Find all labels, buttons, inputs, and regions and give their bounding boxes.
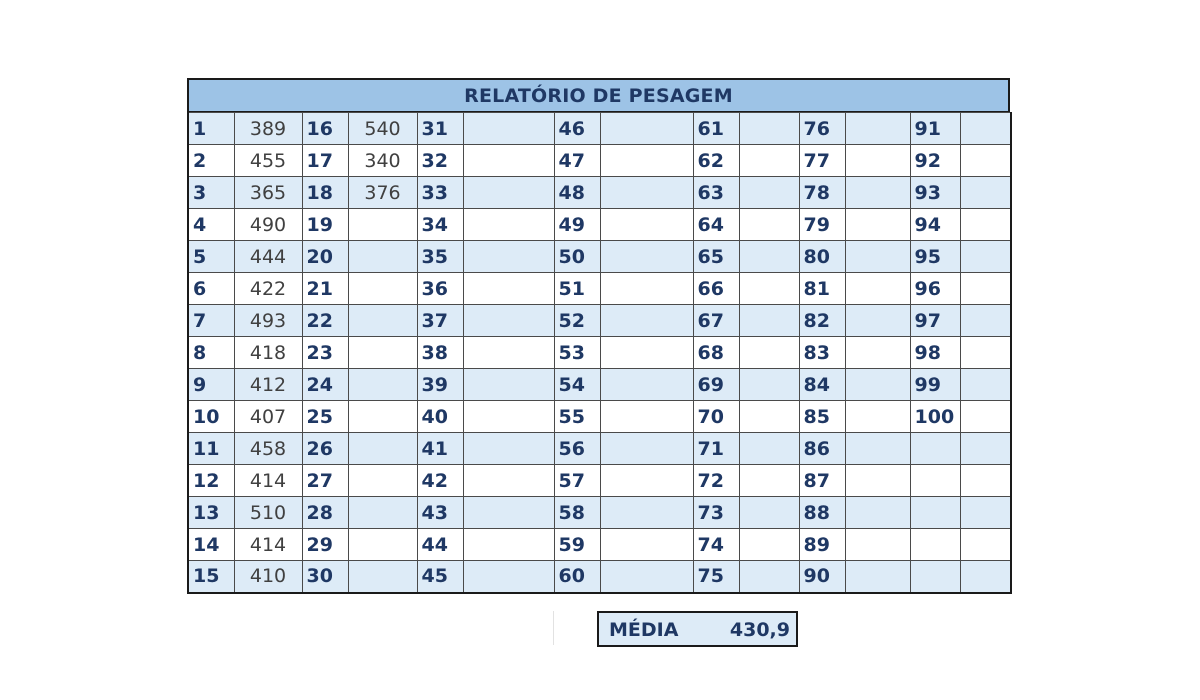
- table-row: [188, 497, 1011, 529]
- table-row: [188, 465, 1011, 497]
- weight-value-cell[interactable]: [960, 177, 1011, 209]
- sample-number-cell[interactable]: 50: [554, 241, 600, 273]
- sample-number-cell[interactable]: 14: [188, 529, 234, 561]
- weight-value-cell[interactable]: [348, 497, 417, 529]
- sample-number-cell[interactable]: 89: [799, 529, 845, 561]
- sample-number-cell[interactable]: 93: [910, 177, 960, 209]
- weight-value-cell[interactable]: [600, 241, 693, 273]
- weight-value-cell[interactable]: 414: [234, 529, 302, 561]
- sample-number-cell[interactable]: 43: [417, 497, 463, 529]
- weight-value-cell[interactable]: [739, 433, 799, 465]
- weight-value-cell[interactable]: [960, 209, 1011, 241]
- weight-value-cell[interactable]: [845, 529, 910, 561]
- weight-value-cell[interactable]: [960, 273, 1011, 305]
- sample-number-cell[interactable]: 60: [554, 561, 600, 593]
- weight-value-cell[interactable]: [739, 561, 799, 593]
- weight-value-cell[interactable]: [960, 401, 1011, 433]
- sample-number-cell[interactable]: 68: [693, 337, 739, 369]
- sample-number-cell[interactable]: 99: [910, 369, 960, 401]
- sample-number-cell[interactable]: 96: [910, 273, 960, 305]
- weight-value-cell[interactable]: [348, 305, 417, 337]
- sample-number-cell[interactable]: 98: [910, 337, 960, 369]
- weight-value-cell[interactable]: [845, 241, 910, 273]
- sample-number-cell[interactable]: 94: [910, 209, 960, 241]
- sample-number-cell[interactable]: 77: [799, 145, 845, 177]
- sample-number-cell[interactable]: 3: [188, 177, 234, 209]
- weight-value-cell[interactable]: [739, 209, 799, 241]
- weight-value-cell[interactable]: 340: [348, 145, 417, 177]
- sample-number-cell[interactable]: 86: [799, 433, 845, 465]
- sample-number-cell[interactable]: 36: [417, 273, 463, 305]
- table-row: [188, 529, 1011, 561]
- sample-number-cell[interactable]: 87: [799, 465, 845, 497]
- sample-number-cell[interactable]: 42: [417, 465, 463, 497]
- sample-number-cell[interactable]: 66: [693, 273, 739, 305]
- table-row: [188, 433, 1011, 465]
- weight-value-cell[interactable]: [463, 209, 554, 241]
- sample-number-cell[interactable]: 83: [799, 337, 845, 369]
- sample-number-cell[interactable]: [910, 561, 960, 593]
- sample-number-cell[interactable]: 8: [188, 337, 234, 369]
- weight-value-cell[interactable]: [960, 305, 1011, 337]
- weight-value-cell[interactable]: 422: [234, 273, 302, 305]
- table-row: [188, 273, 1011, 305]
- weight-value-cell[interactable]: [739, 177, 799, 209]
- weight-value-cell[interactable]: [463, 369, 554, 401]
- sample-number-cell[interactable]: 1: [188, 113, 234, 145]
- weight-value-cell[interactable]: [600, 529, 693, 561]
- weight-value-cell[interactable]: [739, 497, 799, 529]
- sample-number-cell[interactable]: 18: [302, 177, 348, 209]
- weight-value-cell[interactable]: [348, 209, 417, 241]
- weight-value-cell[interactable]: 493: [234, 305, 302, 337]
- sample-number-cell[interactable]: 97: [910, 305, 960, 337]
- weight-value-cell[interactable]: [463, 337, 554, 369]
- sample-number-cell[interactable]: 72: [693, 465, 739, 497]
- weight-value-cell[interactable]: [845, 497, 910, 529]
- sample-number-cell[interactable]: 5: [188, 241, 234, 273]
- weight-value-cell[interactable]: [739, 145, 799, 177]
- weight-value-cell[interactable]: 376: [348, 177, 417, 209]
- table-row: [188, 369, 1011, 401]
- average-box: [597, 611, 798, 647]
- sample-number-cell[interactable]: 95: [910, 241, 960, 273]
- sample-number-cell[interactable]: 79: [799, 209, 845, 241]
- sample-number-cell[interactable]: 91: [910, 113, 960, 145]
- sample-number-cell[interactable]: 4: [188, 209, 234, 241]
- sample-number-cell[interactable]: 78: [799, 177, 845, 209]
- sample-number-cell[interactable]: 41: [417, 433, 463, 465]
- table-row: [188, 209, 1011, 241]
- sample-number-cell[interactable]: 12: [188, 465, 234, 497]
- weight-value-cell[interactable]: 412: [234, 369, 302, 401]
- average-label: MÉDIA: [609, 619, 679, 641]
- weight-value-cell[interactable]: [463, 465, 554, 497]
- sample-number-cell[interactable]: 56: [554, 433, 600, 465]
- table-row: [188, 177, 1011, 209]
- sample-number-cell[interactable]: 62: [693, 145, 739, 177]
- weight-value-cell[interactable]: 540: [348, 113, 417, 145]
- weight-value-cell[interactable]: [739, 241, 799, 273]
- weight-value-cell[interactable]: [845, 177, 910, 209]
- weight-value-cell[interactable]: 455: [234, 145, 302, 177]
- sample-number-cell[interactable]: [910, 529, 960, 561]
- weight-value-cell[interactable]: [348, 369, 417, 401]
- sample-number-cell[interactable]: 40: [417, 401, 463, 433]
- weight-value-cell[interactable]: [739, 369, 799, 401]
- sample-number-cell[interactable]: 76: [799, 113, 845, 145]
- sample-number-cell[interactable]: 2: [188, 145, 234, 177]
- weight-value-cell[interactable]: 407: [234, 401, 302, 433]
- sample-number-cell[interactable]: 24: [302, 369, 348, 401]
- weight-value-cell[interactable]: [463, 273, 554, 305]
- weighing-report: [187, 78, 1010, 594]
- weight-value-cell[interactable]: 414: [234, 465, 302, 497]
- weights-table: [187, 112, 1012, 594]
- sample-number-cell[interactable]: 49: [554, 209, 600, 241]
- sample-number-cell[interactable]: 67: [693, 305, 739, 337]
- sample-number-cell[interactable]: 90: [799, 561, 845, 593]
- weight-value-cell[interactable]: [463, 529, 554, 561]
- sample-number-cell[interactable]: 46: [554, 113, 600, 145]
- sample-number-cell[interactable]: 85: [799, 401, 845, 433]
- sample-number-cell[interactable]: 20: [302, 241, 348, 273]
- sample-number-cell[interactable]: 73: [693, 497, 739, 529]
- weight-value-cell[interactable]: [600, 113, 693, 145]
- weight-value-cell[interactable]: [845, 561, 910, 593]
- sample-number-cell[interactable]: 37: [417, 305, 463, 337]
- weight-value-cell[interactable]: [960, 241, 1011, 273]
- sample-number-cell[interactable]: 19: [302, 209, 348, 241]
- sample-number-cell[interactable]: 74: [693, 529, 739, 561]
- weight-value-cell[interactable]: [463, 113, 554, 145]
- sample-number-cell[interactable]: 61: [693, 113, 739, 145]
- table-row: [188, 145, 1011, 177]
- weight-value-cell[interactable]: [960, 369, 1011, 401]
- weight-value-cell[interactable]: [845, 209, 910, 241]
- weight-value-cell[interactable]: [348, 401, 417, 433]
- sample-number-cell[interactable]: 82: [799, 305, 845, 337]
- weight-value-cell[interactable]: [600, 497, 693, 529]
- weight-value-cell[interactable]: 458: [234, 433, 302, 465]
- sample-number-cell[interactable]: 31: [417, 113, 463, 145]
- weight-value-cell[interactable]: [463, 177, 554, 209]
- sample-number-cell[interactable]: 27: [302, 465, 348, 497]
- sample-number-cell[interactable]: 9: [188, 369, 234, 401]
- weight-value-cell[interactable]: [845, 305, 910, 337]
- sample-number-cell[interactable]: [910, 433, 960, 465]
- sample-number-cell[interactable]: 23: [302, 337, 348, 369]
- weight-value-cell[interactable]: [600, 177, 693, 209]
- average-value: 430,9: [729, 619, 790, 641]
- sample-number-cell[interactable]: 57: [554, 465, 600, 497]
- sample-number-cell[interactable]: 81: [799, 273, 845, 305]
- sample-number-cell[interactable]: 15: [188, 561, 234, 593]
- weight-value-cell[interactable]: [845, 273, 910, 305]
- sample-number-cell[interactable]: 30: [302, 561, 348, 593]
- weight-value-cell[interactable]: [463, 401, 554, 433]
- sample-number-cell[interactable]: 38: [417, 337, 463, 369]
- weight-value-cell[interactable]: [960, 145, 1011, 177]
- weight-value-cell[interactable]: 418: [234, 337, 302, 369]
- sample-number-cell[interactable]: 32: [417, 145, 463, 177]
- weight-value-cell[interactable]: 490: [234, 209, 302, 241]
- sample-number-cell[interactable]: 47: [554, 145, 600, 177]
- weight-value-cell[interactable]: 510: [234, 497, 302, 529]
- weight-value-cell[interactable]: [463, 241, 554, 273]
- weight-value-cell[interactable]: [600, 209, 693, 241]
- weight-value-cell[interactable]: [600, 337, 693, 369]
- sample-number-cell[interactable]: 34: [417, 209, 463, 241]
- weight-value-cell[interactable]: [600, 561, 693, 593]
- weight-value-cell[interactable]: [600, 145, 693, 177]
- weight-value-cell[interactable]: [739, 529, 799, 561]
- sample-number-cell[interactable]: 92: [910, 145, 960, 177]
- weight-value-cell[interactable]: [463, 497, 554, 529]
- weight-value-cell[interactable]: [739, 273, 799, 305]
- sample-number-cell[interactable]: 88: [799, 497, 845, 529]
- weight-value-cell[interactable]: [348, 465, 417, 497]
- weight-value-cell[interactable]: [600, 433, 693, 465]
- sample-number-cell[interactable]: 35: [417, 241, 463, 273]
- weight-value-cell[interactable]: [845, 145, 910, 177]
- sample-number-cell[interactable]: [910, 497, 960, 529]
- weight-value-cell[interactable]: [960, 433, 1011, 465]
- weight-value-cell[interactable]: 365: [234, 177, 302, 209]
- sample-number-cell[interactable]: 48: [554, 177, 600, 209]
- weight-value-cell[interactable]: [600, 305, 693, 337]
- sample-number-cell[interactable]: 55: [554, 401, 600, 433]
- sample-number-cell[interactable]: 64: [693, 209, 739, 241]
- sample-number-cell[interactable]: 7: [188, 305, 234, 337]
- sample-number-cell[interactable]: 17: [302, 145, 348, 177]
- sample-number-cell[interactable]: 84: [799, 369, 845, 401]
- sample-number-cell[interactable]: 54: [554, 369, 600, 401]
- weight-value-cell[interactable]: [845, 337, 910, 369]
- weight-value-cell[interactable]: [739, 465, 799, 497]
- sample-number-cell[interactable]: 28: [302, 497, 348, 529]
- sample-number-cell[interactable]: 53: [554, 337, 600, 369]
- weight-value-cell[interactable]: [600, 369, 693, 401]
- sample-number-cell[interactable]: 6: [188, 273, 234, 305]
- weight-value-cell[interactable]: [845, 369, 910, 401]
- weight-value-cell[interactable]: [463, 145, 554, 177]
- table-row: [188, 337, 1011, 369]
- sample-number-cell[interactable]: 59: [554, 529, 600, 561]
- sample-number-cell[interactable]: 22: [302, 305, 348, 337]
- sample-number-cell[interactable]: 75: [693, 561, 739, 593]
- weight-value-cell[interactable]: [463, 433, 554, 465]
- sample-number-cell[interactable]: 21: [302, 273, 348, 305]
- weight-value-cell[interactable]: [960, 113, 1011, 145]
- sample-number-cell[interactable]: 33: [417, 177, 463, 209]
- cell-divider-line: [553, 611, 554, 645]
- sample-number-cell[interactable]: 13: [188, 497, 234, 529]
- sample-number-cell[interactable]: 71: [693, 433, 739, 465]
- sample-number-cell[interactable]: 65: [693, 241, 739, 273]
- weight-value-cell[interactable]: [960, 529, 1011, 561]
- sample-number-cell[interactable]: 26: [302, 433, 348, 465]
- sample-number-cell[interactable]: 39: [417, 369, 463, 401]
- sample-number-cell[interactable]: [910, 465, 960, 497]
- sample-number-cell[interactable]: 69: [693, 369, 739, 401]
- weight-value-cell[interactable]: 444: [234, 241, 302, 273]
- sample-number-cell[interactable]: 63: [693, 177, 739, 209]
- report-title: RELATÓRIO DE PESAGEM: [187, 78, 1010, 112]
- sample-number-cell[interactable]: 10: [188, 401, 234, 433]
- sample-number-cell[interactable]: 70: [693, 401, 739, 433]
- weight-value-cell[interactable]: [739, 305, 799, 337]
- sample-number-cell[interactable]: 11: [188, 433, 234, 465]
- weight-value-cell[interactable]: [600, 465, 693, 497]
- table-row: [188, 305, 1011, 337]
- weight-value-cell[interactable]: [348, 529, 417, 561]
- sample-number-cell[interactable]: 45: [417, 561, 463, 593]
- weight-value-cell[interactable]: [348, 273, 417, 305]
- weight-value-cell[interactable]: [600, 273, 693, 305]
- weight-value-cell[interactable]: [463, 561, 554, 593]
- sample-number-cell[interactable]: 29: [302, 529, 348, 561]
- weight-value-cell[interactable]: [845, 465, 910, 497]
- weight-value-cell[interactable]: [739, 337, 799, 369]
- sample-number-cell[interactable]: 80: [799, 241, 845, 273]
- weight-value-cell[interactable]: [600, 401, 693, 433]
- sample-number-cell[interactable]: 16: [302, 113, 348, 145]
- sample-number-cell[interactable]: 52: [554, 305, 600, 337]
- weight-value-cell[interactable]: [348, 561, 417, 593]
- weight-value-cell[interactable]: [348, 337, 417, 369]
- weight-value-cell[interactable]: [845, 401, 910, 433]
- weight-value-cell[interactable]: [739, 401, 799, 433]
- sample-number-cell[interactable]: 51: [554, 273, 600, 305]
- weight-value-cell[interactable]: [960, 465, 1011, 497]
- table-row: [188, 113, 1011, 145]
- weight-value-cell[interactable]: [348, 241, 417, 273]
- table-row: [188, 561, 1011, 593]
- sample-number-cell[interactable]: 25: [302, 401, 348, 433]
- weight-value-cell[interactable]: [845, 433, 910, 465]
- sample-number-cell[interactable]: 58: [554, 497, 600, 529]
- sample-number-cell[interactable]: 44: [417, 529, 463, 561]
- weight-value-cell[interactable]: [845, 113, 910, 145]
- weight-value-cell[interactable]: [960, 337, 1011, 369]
- weight-value-cell[interactable]: 389: [234, 113, 302, 145]
- weight-value-cell[interactable]: [960, 497, 1011, 529]
- sample-number-cell[interactable]: 100: [910, 401, 960, 433]
- table-row: [188, 401, 1011, 433]
- weight-value-cell[interactable]: [739, 113, 799, 145]
- weight-value-cell[interactable]: [348, 433, 417, 465]
- weight-value-cell[interactable]: 410: [234, 561, 302, 593]
- table-row: [188, 241, 1011, 273]
- weight-value-cell[interactable]: [960, 561, 1011, 593]
- weight-value-cell[interactable]: [463, 305, 554, 337]
